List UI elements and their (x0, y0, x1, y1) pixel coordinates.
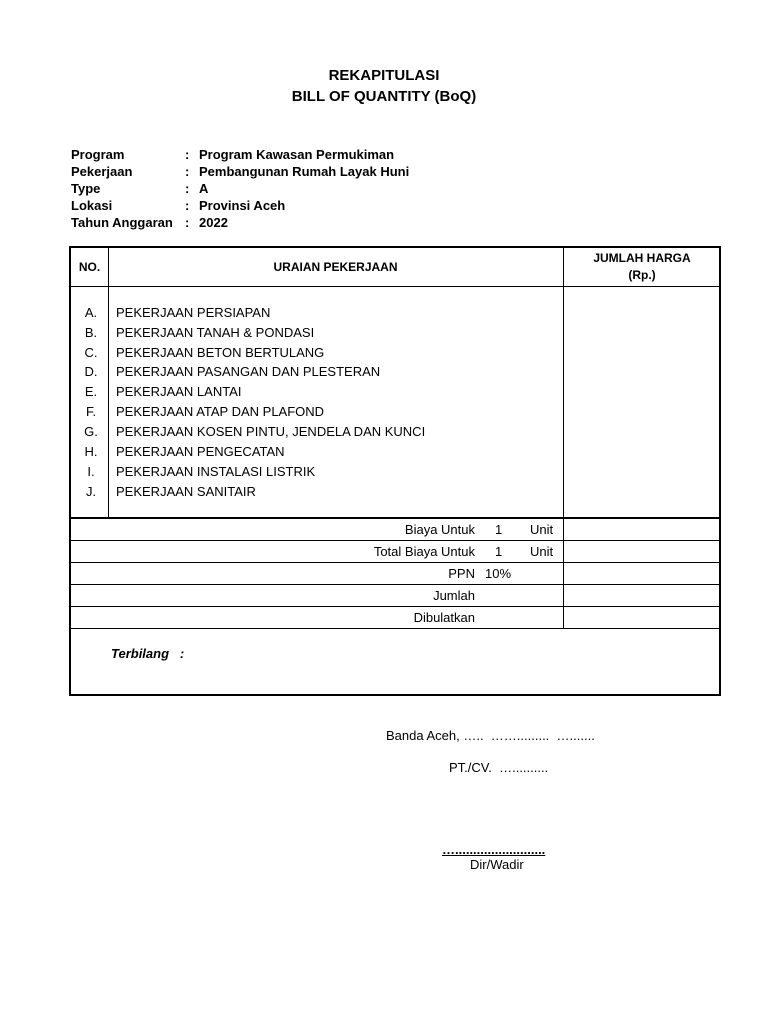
place-date-line: Banda Aceh, ….. ……......... …....... (386, 728, 595, 743)
item-label: PEKERJAAN LANTAI (116, 384, 242, 399)
list-item (71, 303, 561, 323)
biaya-untuk-qty: 1 (495, 522, 503, 537)
total-biaya-qty: 1 (495, 544, 503, 559)
summary-row-line (71, 584, 719, 585)
item-label: PEKERJAAN INSTALASI LISTRIK (116, 464, 316, 479)
company-line: PT./CV. ….......... (449, 760, 549, 775)
meta-value: Program Kawasan Permukiman (199, 147, 395, 162)
summary-row-line (71, 540, 719, 541)
summary-row-line (71, 606, 719, 607)
item-label: PEKERJAAN PENGECATAN (116, 444, 285, 459)
meta-label: Pekerjaan (71, 164, 133, 179)
header-uraian: URAIAN PEKERJAAN (273, 260, 398, 274)
signatory-position: Dir/Wadir (470, 857, 524, 872)
total-biaya-label: Total Biaya Untuk (373, 544, 475, 559)
signatory-name-line: …......................... (442, 842, 546, 857)
item-number: D. (84, 364, 98, 379)
biaya-untuk-unit: Unit (530, 522, 554, 537)
item-label: PEKERJAAN TANAH & PONDASI (116, 325, 315, 340)
list-item (71, 422, 561, 442)
item-number: E. (84, 384, 98, 399)
boq-table (69, 246, 721, 696)
meta-value: A (199, 181, 209, 196)
item-label: PEKERJAAN PASANGAN DAN PLESTERAN (116, 364, 381, 379)
ppn-rate: 10% (485, 566, 512, 581)
ppn-label: PPN (448, 566, 475, 581)
list-item (71, 382, 561, 402)
item-number: J. (85, 484, 97, 499)
biaya-untuk-label: Biaya Untuk (404, 522, 475, 537)
list-item (71, 462, 561, 482)
summary-row-line (71, 628, 719, 629)
item-number: H. (84, 444, 98, 459)
document-title: REKAPITULASI (328, 67, 440, 84)
items-divider (71, 517, 719, 519)
header-jumlah-unit: (Rp.) (628, 268, 656, 282)
item-number: F. (85, 404, 97, 419)
list-item (71, 402, 561, 422)
item-label: PEKERJAAN SANITAIR (116, 484, 256, 499)
meta-value: 2022 (199, 215, 228, 230)
list-item (71, 362, 561, 382)
list-item (71, 482, 561, 502)
document-subtitle: BILL OF QUANTITY (BoQ) (291, 88, 477, 105)
meta-value: Pembangunan Rumah Layak Huni (199, 164, 410, 179)
jumlah-label: Jumlah (433, 588, 475, 603)
meta-colon: : (185, 181, 190, 196)
header-no: NO. (78, 260, 101, 274)
list-item (71, 442, 561, 462)
dibulatkan-label: Dibulatkan (413, 610, 475, 625)
total-biaya-unit: Unit (530, 544, 554, 559)
item-number: I. (87, 464, 95, 479)
meta-value: Provinsi Aceh (199, 198, 286, 213)
item-label: PEKERJAAN KOSEN PINTU, JENDELA DAN KUNCI (116, 424, 426, 439)
item-label: PEKERJAAN PERSIAPAN (116, 305, 271, 320)
item-number: G. (84, 424, 98, 439)
terbilang-label: Terbilang : (111, 646, 185, 661)
meta-label: Type (71, 181, 101, 196)
item-number: B. (84, 325, 98, 340)
summary-column-divider (563, 518, 564, 629)
item-number: A. (84, 305, 98, 320)
meta-label: Program (71, 147, 125, 162)
meta-colon: : (185, 198, 190, 213)
summary-row-line (71, 562, 719, 563)
meta-colon: : (185, 147, 190, 162)
column-divider-jumlah (563, 248, 564, 518)
meta-colon: : (185, 164, 190, 179)
header-divider (71, 286, 719, 287)
list-item (71, 323, 561, 343)
list-item (71, 343, 561, 363)
item-number: C. (84, 345, 98, 360)
meta-label: Tahun Anggaran (71, 215, 173, 230)
item-label: PEKERJAAN ATAP DAN PLAFOND (116, 404, 325, 419)
header-jumlah-harga: JUMLAH HARGA (593, 251, 691, 265)
item-label: PEKERJAAN BETON BERTULANG (116, 345, 325, 360)
meta-label: Lokasi (71, 198, 113, 213)
meta-colon: : (185, 215, 190, 230)
